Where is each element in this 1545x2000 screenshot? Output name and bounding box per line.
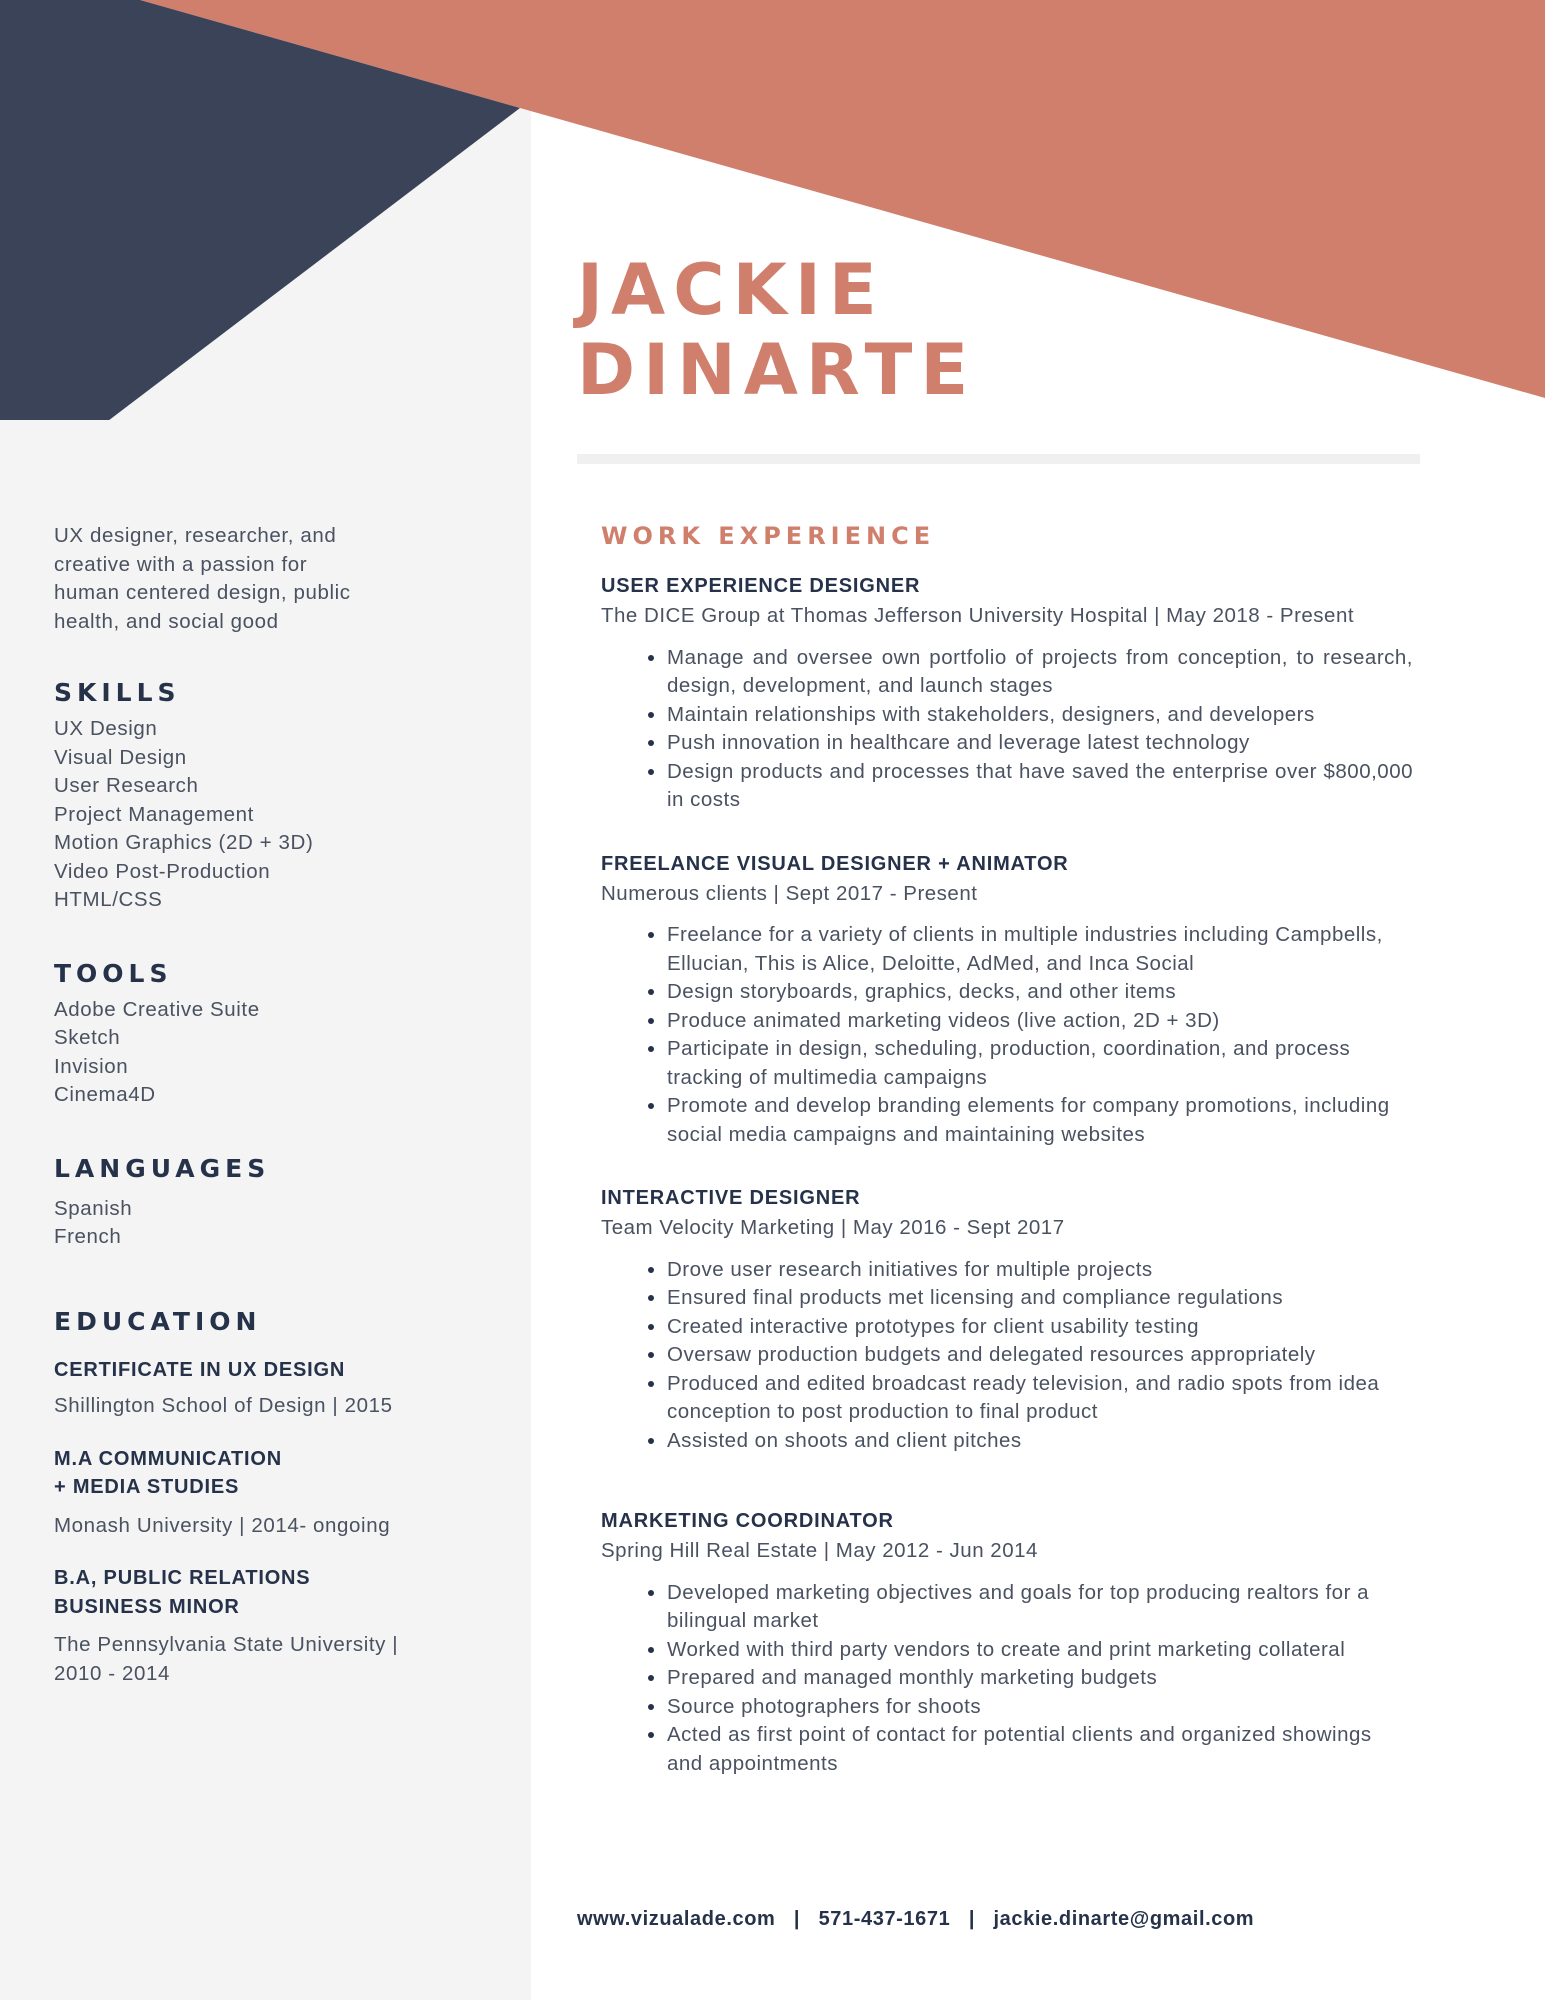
job-bullet: • Drove user research initiatives for multiple projects <box>667 1256 1413 1285</box>
skill-item: User Research <box>54 774 199 797</box>
job-bullet: • Produce animated marketing videos (live action, 2D + 3D) <box>667 1007 1413 1036</box>
tools-list <box>54 996 494 1110</box>
tool-item: Adobe Creative Suite <box>54 997 260 1021</box>
job-title: USER EXPERIENCE DESIGNER <box>601 575 921 597</box>
phone-number: 571-437-1671 <box>818 1908 951 1930</box>
job-title: FREELANCE VISUAL DESIGNER + ANIMATOR <box>601 852 1069 875</box>
summary-line: creative with a passion for <box>54 552 308 576</box>
job-bullets <box>601 1256 1413 1456</box>
degree-title <box>54 1564 494 1621</box>
skill-item: UX Design <box>54 717 158 740</box>
language-item: Spanish <box>54 1196 133 1220</box>
job-company: Team Velocity Marketing | May 2016 - Sept 2017 <box>601 1216 1065 1239</box>
job-bullet: • Ensured final products met licensing and compliance regulations <box>667 1284 1413 1313</box>
degree-school <box>54 1512 494 1541</box>
job-title: INTERACTIVE DESIGNER <box>601 1187 861 1209</box>
job-entry <box>601 850 1413 1150</box>
job-bullet: • Developed marketing objectives and goals for top producing realtors for a bilingual market <box>667 1579 1413 1636</box>
job-company: Spring Hill Real Estate | May 2012 - Jun 2014 <box>601 1539 1038 1562</box>
footer-separator: | <box>793 1908 801 1930</box>
degree-title-line: CERTIFICATE IN UX DESIGN <box>54 1358 346 1381</box>
job-bullets <box>601 921 1413 1149</box>
job-bullet: • Worked with third party vendors to create and print marketing collateral <box>667 1636 1413 1665</box>
first-name: JACKIE <box>577 249 885 331</box>
summary-line: health, and social good <box>54 609 279 633</box>
education-entry <box>54 1564 494 1688</box>
languages-list <box>54 1195 494 1252</box>
education-entry <box>54 1445 494 1541</box>
summary <box>54 522 494 636</box>
website-link[interactable]: www.vizualade.com <box>577 1908 776 1930</box>
last-name: DINARTE <box>577 329 977 411</box>
tools-heading: TOOLS <box>54 958 173 988</box>
skills-section <box>54 678 494 915</box>
work-experience <box>601 522 1413 1778</box>
education-heading: EDUCATION <box>54 1306 262 1336</box>
job-company: Numerous clients | Sept 2017 - Present <box>601 881 978 905</box>
work-heading: WORK EXPERIENCE <box>601 522 936 550</box>
job-entry <box>601 572 1413 815</box>
job-bullet: • Source photographers for shoots <box>667 1693 1413 1722</box>
degree-school-line: Monash University | 2014- ongoing <box>54 1513 391 1537</box>
skills-heading: SKILLS <box>54 678 181 707</box>
contact-footer <box>577 1908 1254 1931</box>
job-bullet: • Participate in design, scheduling, production, coordination, and process tracking of multimedia campaigns <box>667 1035 1413 1092</box>
skill-item: Visual Design <box>54 745 187 769</box>
job-bullet: • Produced and edited broadcast ready television, and radio spots from idea conception to post production to final product <box>667 1370 1413 1427</box>
job-bullet: • Created interactive prototypes for client usability testing <box>667 1313 1413 1342</box>
job-bullets <box>601 1579 1413 1779</box>
skill-item: Project Management <box>54 802 254 826</box>
tool-item: Invision <box>54 1054 129 1078</box>
tool-item: Sketch <box>54 1026 121 1049</box>
degree-title-line: B.A, PUBLIC RELATIONS <box>54 1567 311 1589</box>
degree-title <box>54 1445 494 1502</box>
job-bullet: • Maintain relationships with stakeholders, designers, and developers <box>667 701 1413 730</box>
job-bullet: • Manage and oversee own portfolio of projects from conception, to research, design, development, and launch stages <box>667 644 1413 701</box>
job-company: The DICE Group at Thomas Jefferson University Hospital | May 2018 - Present <box>601 604 1355 627</box>
job-bullets <box>601 644 1413 815</box>
name-divider <box>577 454 1420 464</box>
candidate-name <box>577 250 976 410</box>
degree-school-line: 2010 - 2014 <box>54 1661 171 1685</box>
job-bullet: • Oversaw production budgets and delegated resources appropriately <box>667 1341 1413 1370</box>
job-bullet: • Acted as first point of contact for potential clients and organized showings and appointments <box>667 1721 1413 1778</box>
job-bullet: • Push innovation in healthcare and leverage latest technology <box>667 729 1413 758</box>
footer-separator: | <box>968 1908 976 1930</box>
skill-item: Video Post-Production <box>54 859 271 883</box>
job-bullet: • Promote and develop branding elements for company promotions, including social media campaigns and maintaining websites <box>667 1092 1413 1149</box>
education-entry <box>54 1356 494 1421</box>
job-bullet: • Prepared and managed monthly marketing budgets <box>667 1664 1413 1693</box>
degree-school-line: Shillington School of Design | 2015 <box>54 1394 393 1417</box>
skill-item: Motion Graphics (2D + 3D) <box>54 831 314 854</box>
tool-item: Cinema4D <box>54 1083 156 1106</box>
job-bullet: • Design storyboards, graphics, decks, and other items <box>667 978 1413 1007</box>
skill-item: HTML/CSS <box>54 888 163 911</box>
languages-heading: LANGUAGES <box>54 1153 271 1183</box>
tools-section <box>54 959 494 1110</box>
degree-title-line: M.A COMMUNICATION <box>54 1447 283 1470</box>
languages-section <box>54 1154 494 1252</box>
degree-title-line: + MEDIA STUDIES <box>54 1476 240 1498</box>
degree-title-line: BUSINESS MINOR <box>54 1595 240 1618</box>
education-section <box>54 1307 494 1689</box>
degree-school <box>54 1392 494 1421</box>
summary-line: UX designer, researcher, and <box>54 524 337 547</box>
sidebar <box>54 522 494 1688</box>
language-item: French <box>54 1225 122 1248</box>
job-title: MARKETING COORDINATOR <box>601 1510 894 1532</box>
job-bullet: • Design products and processes that have saved the enterprise over $800,000 in costs <box>667 758 1413 815</box>
job-bullet: • Assisted on shoots and client pitches <box>667 1427 1413 1456</box>
degree-school <box>54 1631 494 1688</box>
email-link[interactable]: jackie.dinarte@gmail.com <box>993 1908 1255 1930</box>
job-bullet: • Freelance for a variety of clients in multiple industries including Campbells, Ellucian, This is Alice, Deloitte, AdMed, and Inca Social <box>667 921 1413 978</box>
job-entry <box>601 1184 1413 1455</box>
job-entry <box>601 1507 1413 1778</box>
degree-school-line: The Pennsylvania State University | <box>54 1633 399 1656</box>
degree-title <box>54 1356 494 1385</box>
skills-list <box>54 715 494 915</box>
summary-line: human centered design, public <box>54 581 351 604</box>
